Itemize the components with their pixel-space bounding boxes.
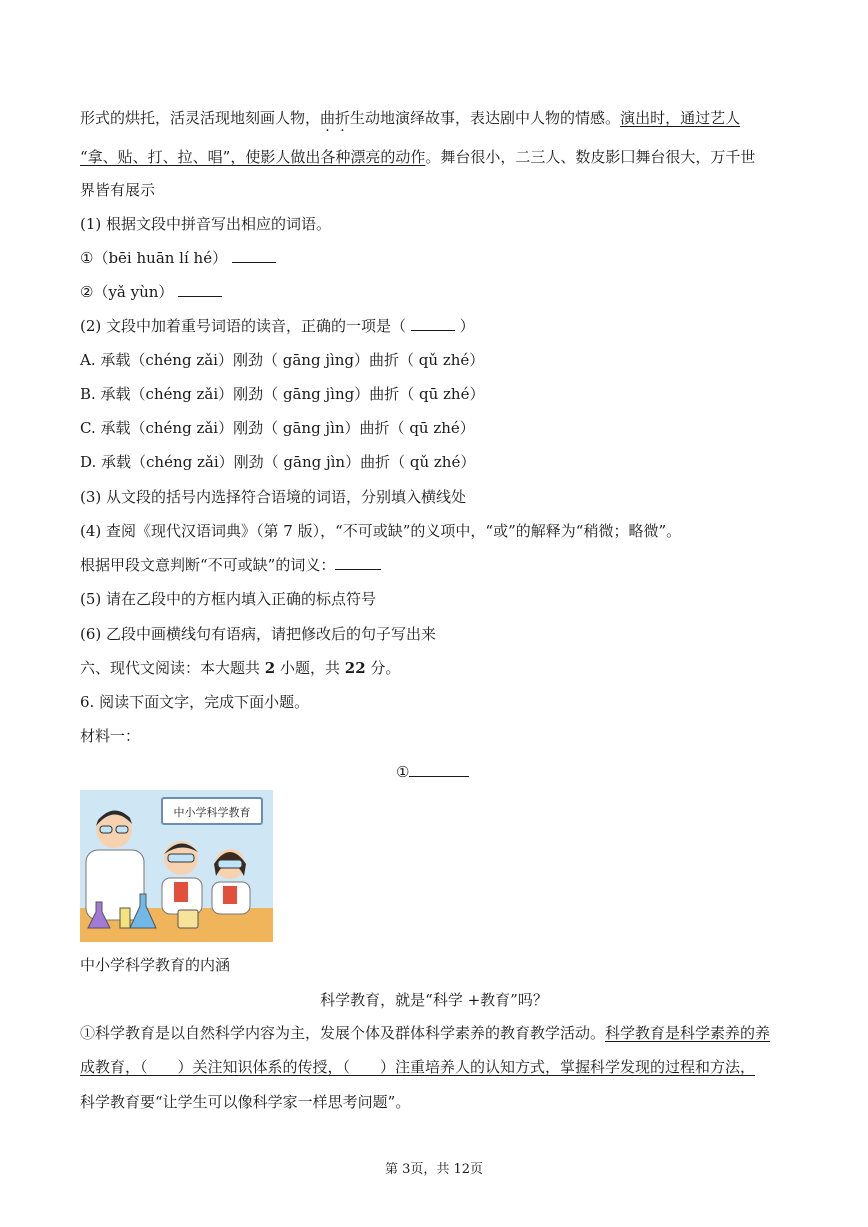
question-4: (4) 查阅《现代汉语词典》（第 7 版），“不可或缺”的义项中，“或”的解释为“稍微；略微”。 [80,522,682,540]
answer-blank[interactable] [335,555,381,570]
question-1: (1) 根据文段中拼音写出相应的词语。 [80,215,332,233]
question-1b: ②（yǎ yùn） [80,282,222,302]
science-education-illustration [80,790,273,942]
question-5: (5) 请在乙段中的方框内填入正确的标点符号 [80,590,377,608]
underlined-sentence: “拿、贴、打、拉、唱”，使影人做出各种漂亮的动作 [80,148,426,166]
answer-blank[interactable] [409,762,469,777]
article-subtitle: 科学教育，就是“科学 +教育”吗？ [320,991,548,1009]
underlined-sentence: 演出时，通过艺人 [620,109,741,127]
reading-intro: 6. 阅读下面文字，完成下面小题。 [80,693,310,711]
passage-line-3: 界皆有展示 [80,181,156,199]
question-6: (6) 乙段中画横线句有语病，请把修改后的句子写出来 [80,625,437,643]
underlined-sentence: 科学教育是科学素养的养 [605,1024,771,1042]
paragraph-line-3: 科学教育要“让学生可以像科学家一样思考问题”。 [80,1093,411,1111]
option-b: B. 承载（chéng zǎi）刚劲（ gāng jìng）曲折（ qū zhé） [80,385,485,403]
option-c: C. 承载（chéng zǎi）刚劲（ gāng jìn）曲折（ qū zhé） [80,419,475,437]
underlined-sentence: 成教育，（ ）关注知识体系的传授，（ ）注重培养人的认知方式，掌握科学发现的过程和方法， [80,1058,756,1076]
option-a: A. 承载（chéng zǎi）刚劲（ gāng jìng）曲折（ qǔ zhé） [80,351,485,369]
answer-blank[interactable] [178,282,222,297]
emphasis-char: 曲 [320,109,336,127]
title-blank-line: ① [396,762,469,782]
paragraph-line-2 [80,1057,755,1077]
answer-blank[interactable] [411,316,455,331]
paragraph-line-1: ①科学教育是以自然科学内容为主，发展个体及群体科学素养的教育教学活动。科学教育是科学素养的养 [80,1024,771,1042]
question-2: (2) 文段中加着重号词语的读音，正确的一项是（ ） [80,317,475,335]
section-heading: 六、现代文阅读：本大题共 2 小题，共 22 分。 [80,659,401,677]
passage-line-1: 形式的烘托，活灵活现地刻画人物，曲折生动地演绎故事，表达剧中人物的情感。演出时，通过艺人 [80,109,741,127]
question-3: (3) 从文段的括号内选择符合语境的词语，分别填入横线处 [80,488,467,506]
page-footer: 第 3页，共 12页 [384,1162,484,1177]
emphasis-char: 折 [335,109,351,127]
material-label: 材料一： [80,727,141,745]
passage-line-2: “拿、贴、打、拉、唱”，使影人做出各种漂亮的动作。舞台很小，二三人、数皮影囗舞台很大，万千世 [80,148,756,166]
option-d: D. 承载（chéng zǎi）刚劲（ gāng jìn）曲折（ qǔ zhé） [80,453,476,471]
question-1a: ①（bēi huān lí hé） [80,248,276,268]
question-4b: 根据甲段文意判断“不可或缺”的词义： [80,555,381,575]
answer-blank[interactable] [232,248,276,263]
poster-text: 中小学科学教育 [173,806,251,819]
figure-caption: 中小学科学教育的内涵 [80,956,231,974]
